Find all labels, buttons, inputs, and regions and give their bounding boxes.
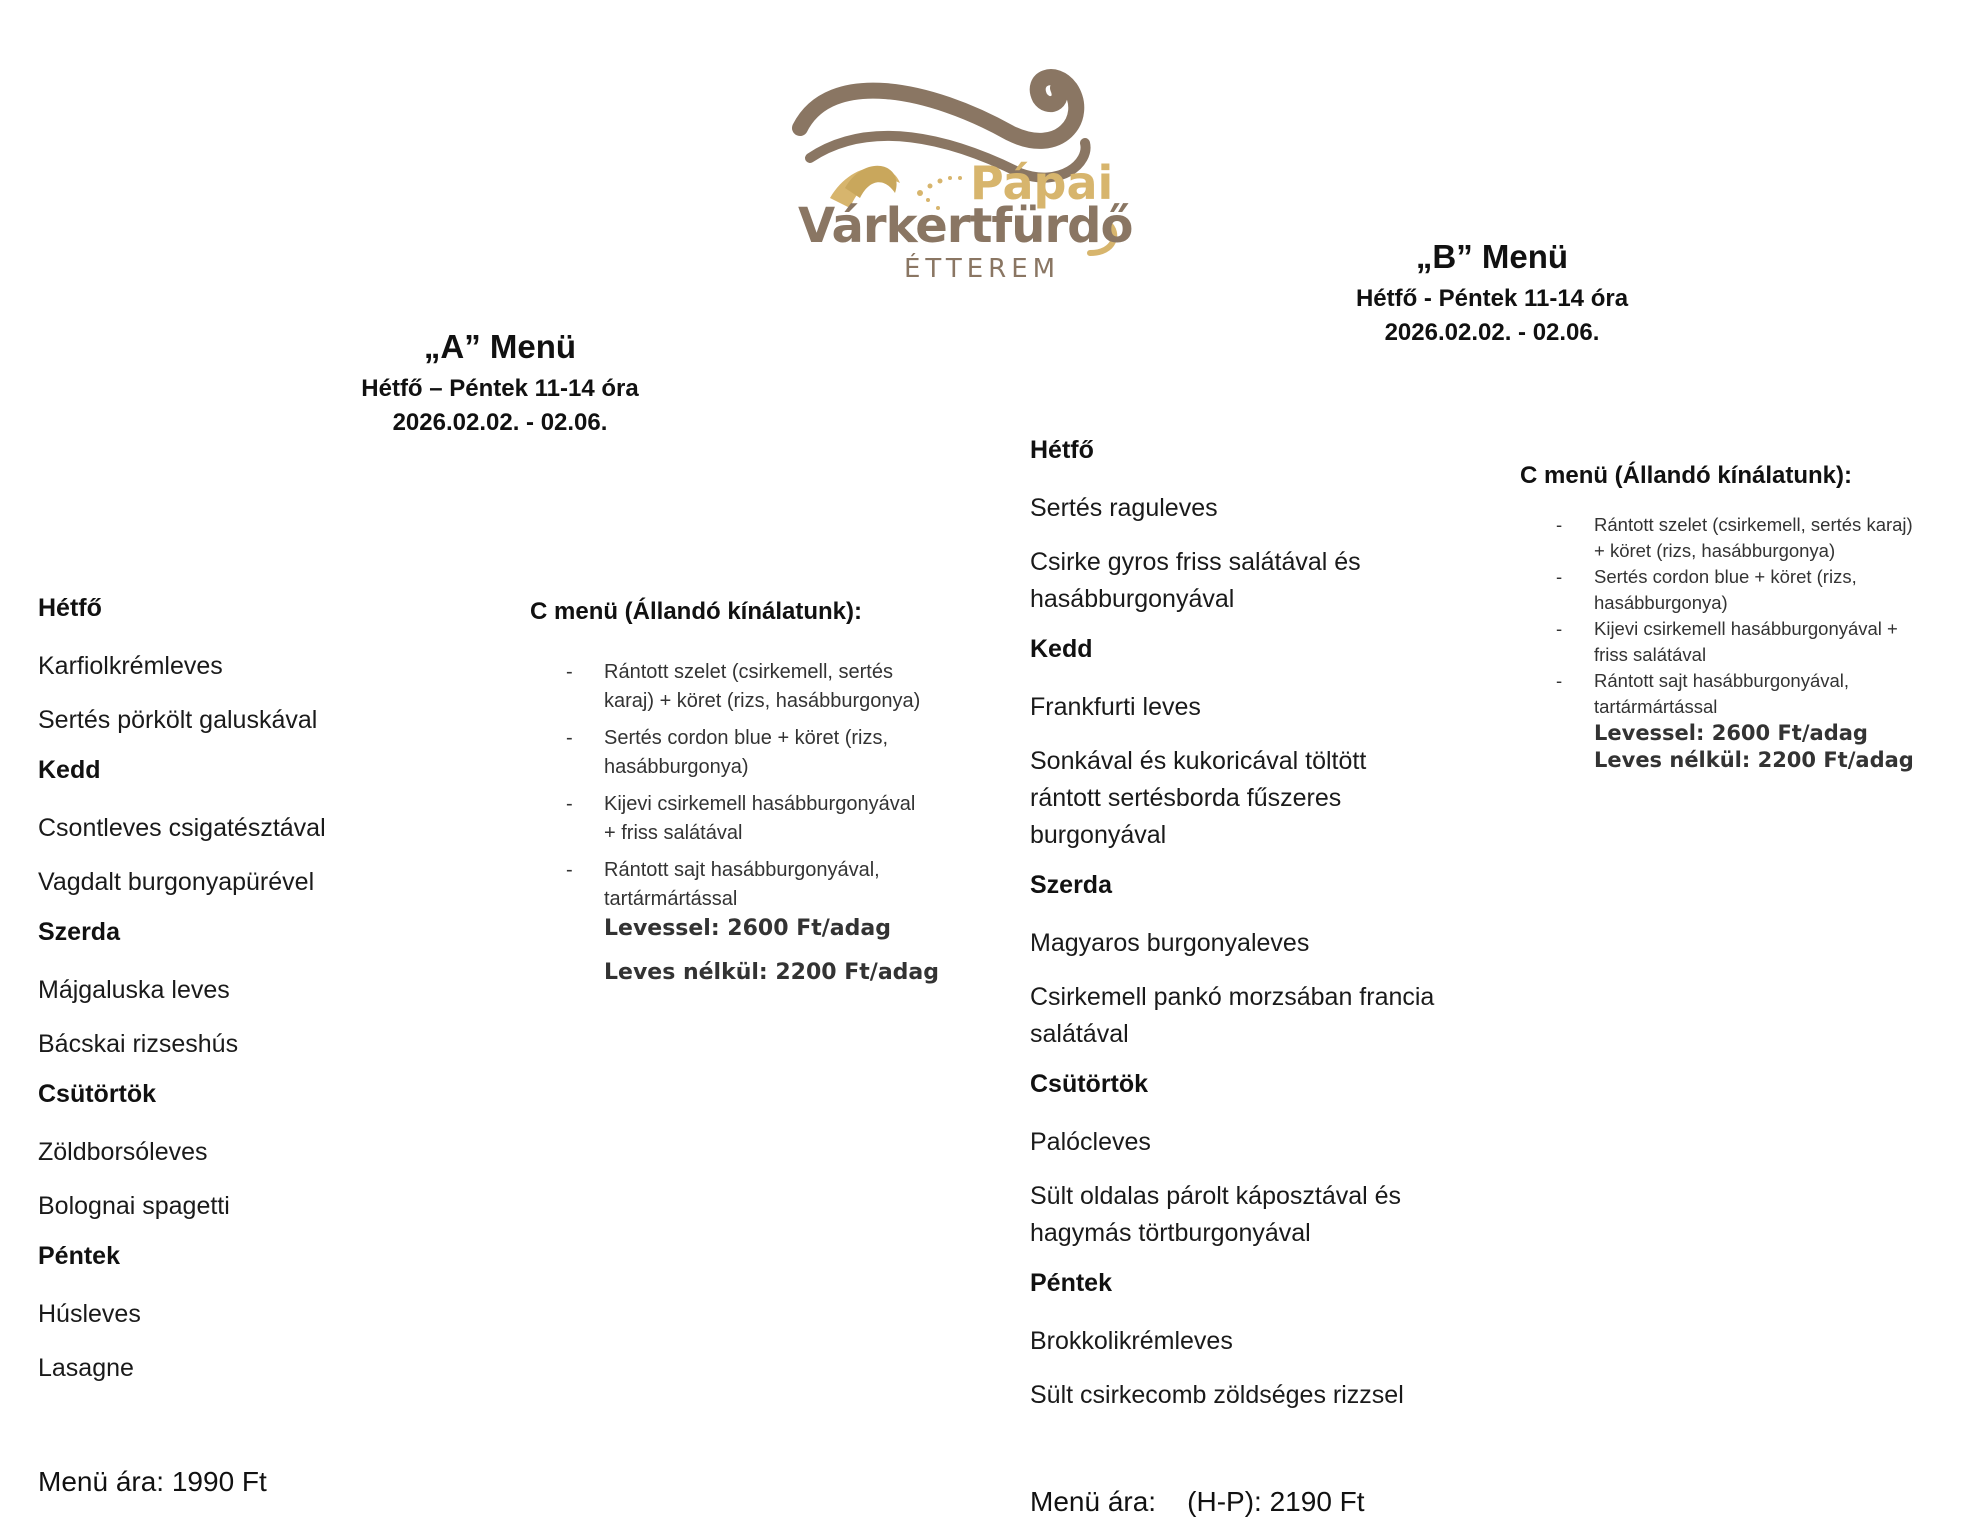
- c-menu-item: [1556, 668, 1974, 720]
- item-line: friss salátával: [1594, 644, 1707, 665]
- dash-bullet: -: [566, 793, 573, 815]
- c-menu-item: [566, 658, 984, 716]
- dish-line: Palócleves: [1030, 1128, 1151, 1156]
- menu-a-list: [38, 594, 498, 1404]
- item-line: tartármártással: [1594, 696, 1718, 717]
- item-line: Kijevi csirkemell hasábburgonyával: [604, 793, 916, 815]
- dash-bullet: -: [566, 661, 573, 683]
- item-line: Sertés cordon blue + köret (rizs,: [1594, 566, 1857, 587]
- menu-a-price: Menü ára: 1990 Ft: [38, 1466, 267, 1497]
- menu-a-dates: 2026.02.02. - 02.06.: [392, 409, 608, 436]
- c-menu-left-without-soup: Leves nélkül: 2200 Ft/adag: [604, 960, 940, 985]
- dish: [1030, 544, 1470, 618]
- day-label: Csütörtök: [38, 1080, 157, 1108]
- item-line: Sertés cordon blue + köret (rizs,: [604, 727, 889, 749]
- dish-line: rántott sertésborda fűszeres: [1030, 784, 1342, 812]
- menu-a-day-monday: [38, 594, 498, 756]
- dish-line: Frankfurti leves: [1030, 693, 1201, 721]
- dash-bullet: -: [566, 859, 573, 881]
- c-menu-item: [1556, 616, 1974, 668]
- logo-line2: Várkertfürdő: [798, 198, 1133, 254]
- day-label: Kedd: [1030, 635, 1093, 663]
- dish-line: Csirke gyros friss salátával és: [1030, 548, 1361, 576]
- menu-b-day-wednesday: [1030, 871, 1470, 1053]
- c-menu-right-without-soup: Leves nélkül: 2200 Ft/adag: [1594, 748, 1914, 772]
- day-label: Hétfő: [38, 594, 102, 622]
- dish: [1030, 743, 1470, 854]
- day-label: Péntek: [38, 1242, 120, 1270]
- dish: [1030, 979, 1470, 1053]
- c-menu-item: [1556, 512, 1974, 564]
- dish: Lasagne: [38, 1354, 134, 1382]
- dish: [1030, 490, 1470, 527]
- dish: Bácskai rizseshús: [38, 1030, 239, 1058]
- c-menu-right-with-soup: Levessel: 2600 Ft/adag: [1594, 721, 1868, 745]
- dish-line: Sült oldalas párolt káposztával és: [1030, 1182, 1402, 1210]
- menu-b-title: „B” Menü: [1415, 238, 1569, 275]
- menu-b-header: [1292, 238, 1692, 350]
- menu-b-day-monday: [1030, 436, 1470, 618]
- menu-b-list: [1030, 436, 1470, 1414]
- menu-b-day-thursday: [1030, 1070, 1470, 1252]
- item-line: Rántott szelet (csirkemell, sertés: [604, 661, 893, 683]
- dish: [1030, 925, 1470, 962]
- dash-bullet: -: [1556, 514, 1563, 535]
- dish: [1030, 1124, 1470, 1161]
- dish-line: hagymás törtburgonyával: [1030, 1219, 1311, 1247]
- logo-line1: Pápai: [970, 156, 1114, 210]
- menu-a-header: [300, 328, 700, 440]
- dish-line: salátával: [1030, 1020, 1129, 1048]
- day-label: Hétfő: [1030, 436, 1094, 464]
- c-menu-item: [566, 856, 984, 914]
- item-line: hasábburgonya): [604, 756, 749, 778]
- item-line: tartármártással: [604, 888, 738, 910]
- dish: Csontleves csigatésztával: [38, 814, 326, 842]
- c-menu-left-with-soup: Levessel: 2600 Ft/adag: [604, 916, 891, 941]
- dish-line: hasábburgonyával: [1030, 585, 1235, 613]
- dish-line: Csirkemell pankó morzsában francia: [1030, 983, 1435, 1011]
- c-menu-left-title: C menü (Állandó kínálatunk):: [530, 598, 863, 625]
- dish-line: burgonyával: [1030, 821, 1167, 849]
- dish: Bolognai spagetti: [38, 1192, 230, 1220]
- dish-line: Sertés raguleves: [1030, 494, 1218, 522]
- day-label: Szerda: [38, 918, 120, 946]
- logo-line3: ÉTTEREM: [904, 254, 1061, 284]
- dash-bullet: -: [1556, 566, 1563, 587]
- dish: [1030, 689, 1470, 726]
- menu-a-day-tuesday: [38, 756, 498, 918]
- menu-b-dates: 2026.02.02. - 02.06.: [1384, 319, 1600, 346]
- dish: Zöldborsóleves: [38, 1138, 208, 1166]
- dish: Karfiolkrémleves: [38, 652, 223, 680]
- menu-a-day-friday: [38, 1242, 498, 1404]
- c-menu-left-list: [566, 658, 984, 914]
- dish-line: Sonkával és kukoricával töltött: [1030, 747, 1367, 775]
- dish: [1030, 1377, 1470, 1414]
- item-line: + köret (rizs, hasábburgonya): [1594, 540, 1836, 561]
- menu-a-title: „A” Menü: [423, 328, 577, 365]
- day-label: Szerda: [1030, 871, 1112, 899]
- menu-a-day-wednesday: [38, 918, 498, 1080]
- item-line: Rántott sajt hasábburgonyával,: [1594, 670, 1850, 691]
- dish-line: Sült csirkecomb zöldséges rizzsel: [1030, 1381, 1404, 1409]
- menu-a-hours: Hétfő – Péntek 11-14 óra: [361, 375, 639, 402]
- dish: Húsleves: [38, 1300, 141, 1328]
- item-line: + friss salátával: [604, 822, 743, 844]
- menu-b-price: Menü ára: (H-P): 2190 Ft: [1030, 1486, 1365, 1517]
- item-line: Rántott sajt hasábburgonyával,: [604, 859, 880, 881]
- dash-bullet: -: [566, 727, 573, 749]
- c-menu-item: [566, 790, 984, 848]
- dish: [1030, 1323, 1470, 1360]
- dish: Vagdalt burgonyapürével: [38, 868, 315, 896]
- menu-b-day-friday: [1030, 1269, 1470, 1414]
- menu-b-day-tuesday: [1030, 635, 1470, 854]
- dish: Sertés pörkölt galuskával: [38, 706, 318, 734]
- item-line: karaj) + köret (rizs, hasábburgonya): [604, 690, 921, 712]
- menu-b-hours: Hétfő - Péntek 11-14 óra: [1355, 285, 1629, 312]
- day-label: Kedd: [38, 756, 101, 784]
- day-label: Csütörtök: [1030, 1070, 1149, 1098]
- dash-bullet: -: [1556, 618, 1563, 639]
- day-label: Péntek: [1030, 1269, 1112, 1297]
- dish-line: Magyaros burgonyaleves: [1030, 929, 1310, 957]
- c-menu-item: [1556, 564, 1974, 616]
- dish-line: Brokkolikrémleves: [1030, 1327, 1233, 1355]
- item-line: hasábburgonya): [1594, 592, 1728, 613]
- restaurant-logo: [790, 48, 1150, 288]
- c-menu-right-list: [1556, 512, 1974, 774]
- c-menu-item: [566, 724, 984, 782]
- dish: Májgaluska leves: [38, 976, 230, 1004]
- c-menu-right-title: C menü (Állandó kínálatunk):: [1520, 462, 1853, 489]
- dash-bullet: -: [1556, 670, 1563, 691]
- menu-a-day-thursday: [38, 1080, 498, 1242]
- item-line: Rántott szelet (csirkemell, sertés karaj): [1594, 514, 1913, 535]
- item-line: Kijevi csirkemell hasábburgonyával +: [1594, 618, 1898, 639]
- dish: [1030, 1178, 1470, 1252]
